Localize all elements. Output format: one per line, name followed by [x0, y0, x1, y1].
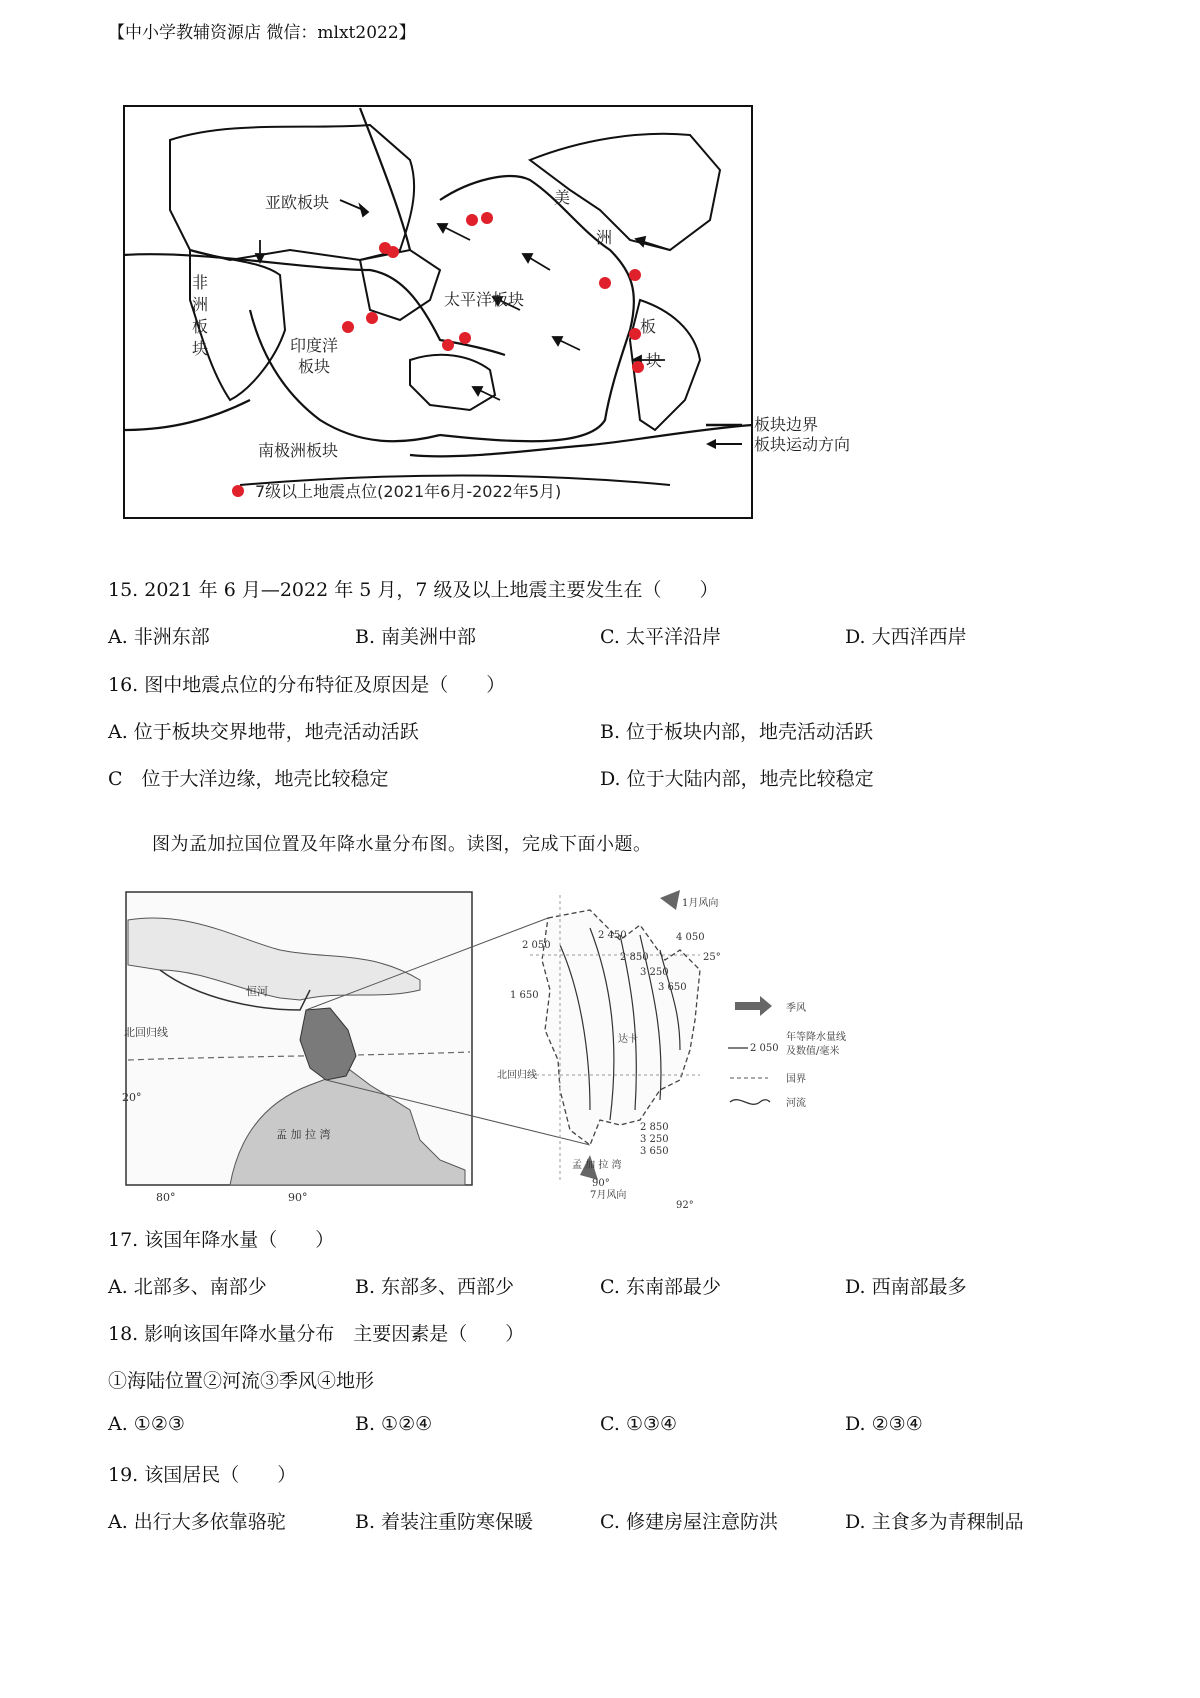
label-lon90: 90° — [288, 1191, 308, 1204]
legend-border-label: 国界 — [786, 1074, 806, 1085]
legend-monsoon-label: 季风 — [786, 1003, 806, 1014]
label-antarctic-plate: 南极洲板块 — [258, 441, 339, 460]
label-american-plate-3: 板 — [640, 317, 657, 336]
label-african-plate-3: 板 — [192, 317, 209, 336]
question-18-stem: 18. 影响该国年降水量分布 主要因素是（ ） — [108, 1323, 525, 1345]
isohyet-label: 2 050 — [522, 940, 551, 951]
isohyet-label: 3 250 — [640, 1134, 669, 1145]
label-african-plate-4: 块 — [192, 339, 209, 358]
label-lon80: 80° — [156, 1191, 176, 1204]
label-jul-wind: 7月风向 — [590, 1190, 627, 1201]
isohyet-label: 3 650 — [640, 1146, 669, 1157]
question-19-option-b[interactable]: B. 着装注重防寒保暖 — [355, 1511, 534, 1533]
question-19-stem: 19. 该国居民（ ） — [108, 1464, 297, 1486]
question-18-option-b[interactable]: B. ①②④ — [355, 1413, 433, 1435]
question-18-factors: ①海陆位置②河流③季风④地形 — [108, 1370, 375, 1392]
quake-point — [387, 246, 399, 258]
quake-point — [599, 277, 611, 289]
question-15-option-d[interactable]: D. 大西洋西岸 — [845, 626, 967, 648]
legend-quake-label: 7级以上地震点位(2021年6月-2022年5月) — [255, 482, 562, 501]
quake-point — [481, 212, 493, 224]
question-19-option-d[interactable]: D. 主食多为青稞制品 — [845, 1511, 1024, 1533]
label-eurasian-plate: 亚欧板块 — [265, 193, 330, 212]
isohyet-label: 3 650 — [658, 982, 687, 993]
label-indian-plate-1: 印度洋 — [290, 336, 339, 355]
question-16-stem: 16. 图中地震点位的分布特征及原因是（ ） — [108, 674, 506, 696]
quake-point — [466, 214, 478, 226]
quake-point — [632, 361, 644, 373]
isohyet-label: 3 250 — [640, 967, 669, 978]
legend-quake-dot — [232, 485, 244, 497]
label-african-plate-2: 洲 — [192, 295, 209, 314]
question-16-option-b[interactable]: B. 位于板块内部，地壳活动活跃 — [600, 721, 874, 743]
question-18-option-d[interactable]: D. ②③④ — [845, 1413, 923, 1435]
question-18-option-a[interactable]: A. ①②③ — [108, 1413, 185, 1435]
isohyet-label: 4 050 — [676, 932, 705, 943]
label-pacific-plate: 太平洋板块 — [444, 290, 525, 309]
label-african-plate-1: 非 — [192, 273, 209, 292]
label-ganges: 恒河 — [246, 985, 268, 998]
label-lon92: 92° — [676, 1200, 694, 1210]
legend-monsoon-arrow — [735, 996, 772, 1016]
quake-point — [629, 269, 641, 281]
legend-river-label: 河流 — [786, 1098, 806, 1109]
quake-point — [442, 339, 454, 351]
legend-river-line — [730, 1100, 770, 1105]
question-16-option-a[interactable]: A. 位于板块交界地带，地壳活动活跃 — [108, 721, 419, 743]
question-17-stem: 17. 该国年降水量（ ） — [108, 1229, 335, 1251]
legend-isohyet-value: 2 050 — [750, 1043, 779, 1054]
question-17-option-c[interactable]: C. 东南部最少 — [600, 1276, 721, 1298]
label-tropic-left: 北回归线 — [124, 1026, 168, 1039]
tectonic-plate-map — [110, 100, 960, 555]
label-lon90-detail: 90° — [592, 1178, 610, 1189]
label-american-plate-2: 洲 — [596, 228, 613, 247]
question-17-option-d[interactable]: D. 西南部最多 — [845, 1276, 967, 1298]
isohyet-label: 2 850 — [620, 952, 649, 963]
question-15-option-c[interactable]: C. 太平洋沿岸 — [600, 626, 721, 648]
question-15-stem: 15. 2021 年 6 月—2022 年 5 月，7 级及以上地震主要发生在（ ） — [108, 579, 719, 601]
isohyet-label: 1 650 — [510, 990, 539, 1001]
question-17-option-a[interactable]: A. 北部多、南部少 — [108, 1276, 267, 1298]
watermark-text: 【中小学教辅资源店 微信：mlxt2022】 — [108, 23, 416, 43]
label-bay-left: 孟 加 拉 湾 — [276, 1128, 331, 1141]
question-16-option-c[interactable]: C 位于大洋边缘，地壳比较稳定 — [108, 768, 389, 790]
question-16-option-d[interactable]: D. 位于大陆内部，地壳比较稳定 — [600, 768, 874, 790]
question-18-option-c[interactable]: C. ①③④ — [600, 1413, 678, 1435]
legend-motion-label: 板块运动方向 — [754, 435, 851, 454]
label-lat25: 25° — [703, 952, 721, 963]
quake-point — [366, 312, 378, 324]
question-19-option-a[interactable]: A. 出行大多依靠骆驼 — [108, 1511, 286, 1533]
question-17-option-b[interactable]: B. 东部多、西部少 — [355, 1276, 515, 1298]
question-19-option-c[interactable]: C. 修建房屋注意防洪 — [600, 1511, 778, 1533]
question-15-option-a[interactable]: A. 非洲东部 — [108, 626, 210, 648]
isohyet-label: 2 450 — [598, 930, 627, 941]
label-lat20: 20° — [122, 1091, 142, 1104]
label-indian-plate-2: 板块 — [298, 357, 331, 376]
bangladesh-intro: 图为孟加拉国位置及年降水量分布图。读图，完成下面小题。 — [152, 834, 652, 855]
label-jan-wind: 1月风向 — [682, 898, 719, 909]
label-american-plate-1: 美 — [554, 188, 571, 207]
legend-boundary-label: 板块边界 — [754, 415, 819, 434]
legend-isohyet-line2: 及数值/毫米 — [786, 1046, 840, 1057]
isohyet-label: 2 850 — [640, 1122, 669, 1133]
bangladesh-precipitation-map — [120, 880, 950, 1210]
legend-isohyet-line1: 年等降水量线 — [786, 1032, 846, 1043]
label-dhaka: 达卡 — [618, 1034, 638, 1045]
question-15-option-b[interactable]: B. 南美洲中部 — [355, 626, 477, 648]
label-american-plate-4: 块 — [646, 351, 663, 370]
bangladesh-shape-detail — [542, 910, 700, 1145]
label-bay-detail: 孟 加 拉 湾 — [572, 1160, 622, 1171]
jan-wind-arrow — [660, 890, 680, 910]
quake-point — [342, 321, 354, 333]
quake-point — [459, 332, 471, 344]
label-tropic-detail: 北回归线 — [497, 1070, 537, 1081]
